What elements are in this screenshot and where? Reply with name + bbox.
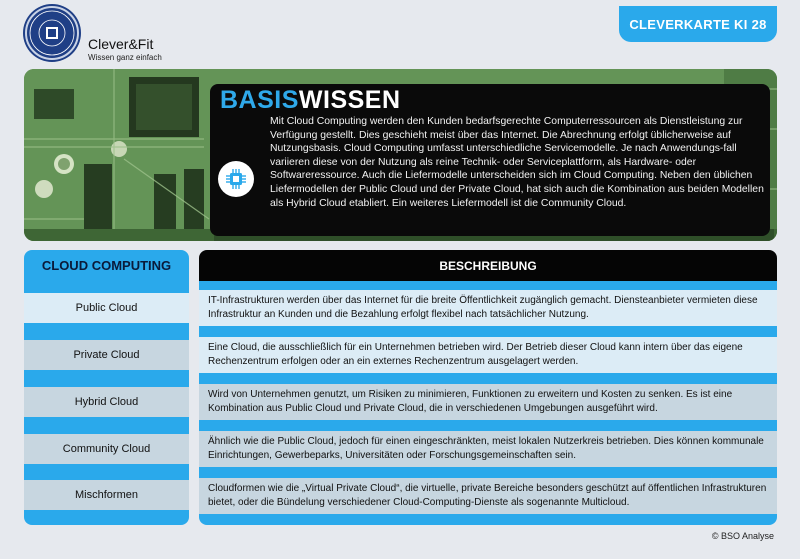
category-public-cloud: Public Cloud <box>24 293 189 323</box>
category-private-cloud: Private Cloud <box>24 340 189 370</box>
description-public-cloud: IT-Infrastrukturen werden über das Internet für die breite Öffentlichkeit zugänglich gemacht. Diensteanbieter vermieten diese Infrastruktur an Kunden und die Bezahlung erfolgt flexibel nach tatsächlicher Nutzung. <box>199 290 777 326</box>
description-mischformen: Cloudformen wie die „Virtual Private Cloud“, die virtuelle, private Bereiche besonders geschützt auf öffentlichen Infrastrukturen bietet, oder die Bündelung verschiedener Cloud-Computing-Dienste als sogenannte Multicloud. <box>199 478 777 514</box>
description-hybrid-cloud: Wird von Unternehmen genutzt, um Risiken zu minimieren, Funktionen zu erweitern und Kosten zu senken. Es ist eine Kombination aus Public Cloud und Private Cloud, die in verschiedenen Umgebungen ausgeführt wird. <box>199 384 777 420</box>
category-community-cloud: Community Cloud <box>24 434 189 464</box>
copyright-notice: © BSO Analyse <box>711 531 774 541</box>
card-number-tag: CLEVERKARTE KI 28 <box>619 6 777 42</box>
beschreibung-header: BESCHREIBUNG <box>199 250 777 281</box>
basiswissen-banner <box>24 69 777 241</box>
category-hybrid-cloud: Hybrid Cloud <box>24 387 189 417</box>
basiswissen-textbox <box>210 84 770 236</box>
title-part-basis: BASIS <box>220 86 299 114</box>
description-community-cloud: Ähnlich wie die Public Cloud, jedoch für einen eingeschränkten, meist lokalen Nutzerkreis betrieben. Dies können kommunale Einrichtungen, Gewerbeparks, Universitäten oder Forschungsgemeinschaften sein. <box>199 431 777 467</box>
chip-icon <box>218 161 254 197</box>
basiswissen-text: Mit Cloud Computing werden den Kunden bedarfsgerechte Computerressourcen als Dienstleistung zur Verfügung gestellt. Dies geschieht meist über das Internet. Die Abrechnung erfolgt üblicherweise auf Nutzungsbasis. Cloud Computing umfasst unterschiedliche Servicemodelle. Je nach Anwendungs-fall variieren diese von der Nutzung als reine Technik- oder Serviceplattform, als Hardware- oder Softwareressource. Auch die Liefermodelle unterscheiden sich im Cloud Computing. Neben den üblichen Liefermodellen der Public Cloud und der Private Cloud, hat sich auch die Kombination aus beiden Modellen als Hybrid Cloud etabliert. Ein weiteres Liefermodell ist die Community Cloud. <box>270 116 764 209</box>
description-private-cloud: Eine Cloud, die ausschließlich für ein Unternehmen betrieben wird. Der Betrieb dieser Cloud kann intern über das eigene Rechenzentrum erfolgen oder an ein externes Rechenzentrum ausgelagert werden. <box>199 337 777 373</box>
category-mischformen: Mischformen <box>24 480 189 510</box>
cloud-computing-header: CLOUD COMPUTING <box>24 250 189 281</box>
brand-tagline: Wissen ganz einfach <box>88 53 162 62</box>
description-column <box>199 281 777 525</box>
logo-ring-icon <box>27 8 77 58</box>
title-part-wissen: WISSEN <box>298 86 401 114</box>
category-column <box>24 281 189 525</box>
basiswissen-title <box>220 86 401 115</box>
brand-name: Clever&Fit <box>88 36 154 52</box>
brand-logo <box>25 6 79 60</box>
